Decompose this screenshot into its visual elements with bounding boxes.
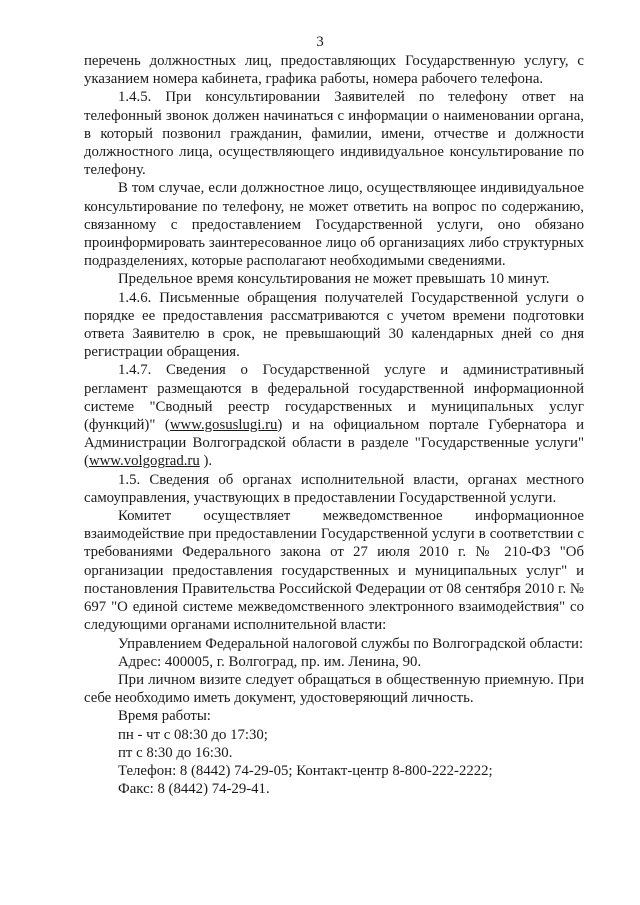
gosuslugi-link[interactable]: www.gosuslugi.ru — [169, 417, 278, 434]
paragraph-tax-service: Управлением Федеральной налоговой службы по Волгоградской области: — [118, 635, 584, 652]
paragraph-1-5: 1.5. Сведения об органах исполнительной власти, органах местного самоуправления, участвующих в предоставлении Государственной услуги. — [84, 471, 584, 506]
paragraph-address: Адрес: 400005, г. Волгоград, пр. им. Ленина, 90. — [118, 653, 422, 670]
paragraph-1-4-5: 1.4.5. При консультировании Заявителей по телефону ответ на телефонный звонок должен начинаться с информации о наименовании органа, в который позвонил гражданин, фамилии, имени, отчестве и должности должностного лица, осуществляющего индивидуальное консультирование по телефону. — [84, 89, 584, 179]
paragraph-1-4-6: 1.4.6. Письменные обращения получателей Государственной услуги о порядке ее предоставления рассматриваются с учетом времени подготовки ответа Заявителю в срок, не превышающий 30 календарных дней со дня регистрации обращения. — [84, 289, 584, 361]
paragraph-consultation-redirect: В том случае, если должностное лицо, осуществляющее индивидуальное консультирование по телефону, не может ответить на вопрос по содержанию, связанному с предоставлением Государственной услуги, оно обязано проинформировать заинтересованное лицо об организациях либо структурных подразделениях, которые располагают необходимыми сведениями. — [84, 180, 584, 270]
volgograd-link[interactable]: www.volgograd.ru — [88, 453, 200, 470]
paragraph-phone: Телефон: 8 (8442) 74-29-05; Контакт-центр 8-800-222-2222; — [118, 762, 493, 779]
paragraph-1-4-7-text-b: ) и на официальном портале Губернатора и Администрации Волгоградской области в разделе "Государственные услуги" ( — [84, 417, 584, 470]
paragraph-1-4-7-text-a: 1.4.7. Сведения о Государственной услуге и административный регламент размещаются в федеральной государственной информационной системе "Сводный реестр государственных и муниципальных услуг (функций)" ( — [84, 362, 584, 434]
paragraph-working-hours-title: Время работы: — [118, 708, 211, 725]
paragraph-fax: Факс: 8 (8442) 74-29-41. — [118, 781, 270, 798]
paragraph-1-4-7-text-c: ). — [199, 453, 213, 470]
paragraph-time-limit: Предельное время консультирования не может превышать 10 минут. — [118, 271, 550, 288]
paragraph-hours-fri: пт с 8:30 до 16:30. — [118, 744, 233, 761]
paragraph-hours-mon-thu: пн - чт с 08:30 до 17:30; — [118, 726, 268, 743]
page-number: 3 — [316, 34, 324, 50]
paragraph-personal-visit: При личном визите следует обращаться в общественную приемную. При себе необходимо иметь документ, удостоверяющий личность. — [84, 671, 584, 707]
paragraph-committee-interaction: Комитет осуществляет межведомственное информационное взаимодействие при предоставлении Государственной услуги в соответствии с требованиями Федерального закона от 27 июля 2010 г. № 210-ФЗ "Об организации предоставления государственных и муниципальных услуг" и постановления Правительства Российской Федерации от 08 сентября 2010 г. № 697 "О единой системе межведомственного электронного взаимодействия" со следующими органами исполнительной власти: — [84, 508, 584, 634]
paragraph-1-4-7 — [84, 361, 584, 470]
document-body — [84, 52, 584, 798]
paragraph-officials-list: перечень должностных лиц, предоставляющих Государственную услугу, с указанием номера кабинета, графика работы, номера рабочего телефона. — [84, 53, 584, 88]
